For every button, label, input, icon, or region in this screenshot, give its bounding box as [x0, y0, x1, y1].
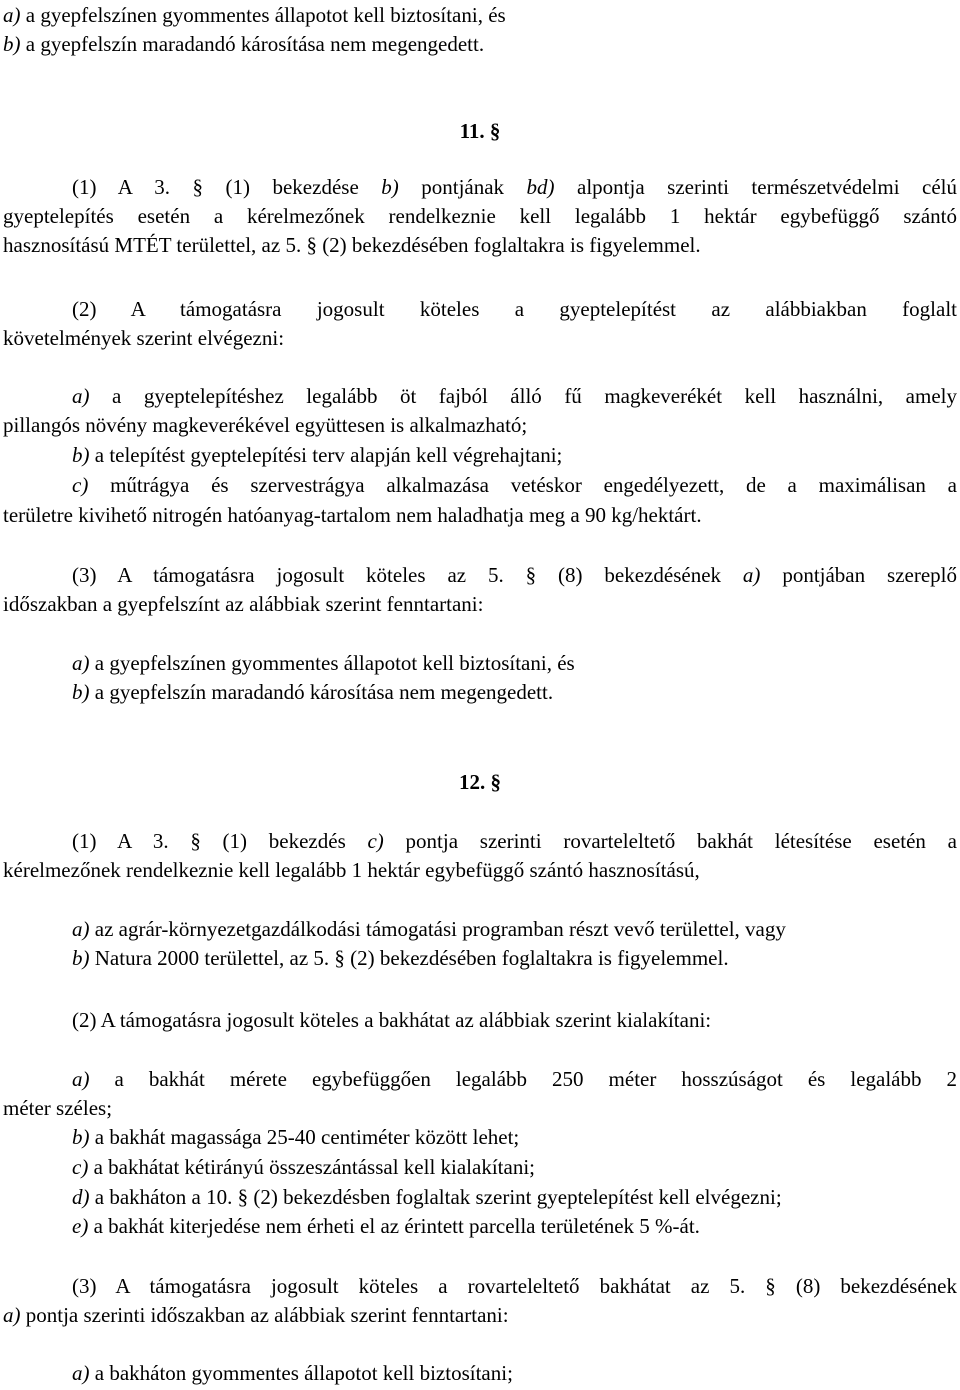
item-marker: b): [3, 32, 21, 56]
item-marker: b): [72, 946, 90, 970]
s12-list2-d: d) a bakháton a 10. § (2) bekezdésben foglaltak szerint gyeptelepítést kell elvégezni;: [72, 1185, 782, 1209]
item-marker: c): [72, 473, 89, 497]
s11-p3-line1: (3) A támogatásra jogosult köteles az 5. § (8) bekezdésének a) pontjában szereplő: [72, 563, 957, 587]
item-text: a gyepfelszín maradandó károsítása nem megengedett.: [20, 32, 485, 56]
s11-list-c-line1: c) műtrágya és szervestrágya alkalmazása vetéskor engedélyezett, de a maximálisan a: [72, 473, 957, 497]
s12-list1-b: b) Natura 2000 területtel, az 5. § (2) bekezdésében foglaltakra is figyelemmel.: [72, 946, 729, 970]
s11-p3-line2: időszakban a gyepfelszínt az alábbiak szerint fenntartani:: [3, 592, 484, 616]
s11-list-b: b) a telepítést gyeptelepítési terv alapján kell végrehajtani;: [72, 443, 563, 467]
item-marker: a): [72, 1067, 90, 1091]
s11-list-a-line1: a) a gyeptelepítéshez legalább öt fajból álló fű magkeverékét kell használni, amely: [72, 384, 957, 408]
s12-list2-a-line1: a) a bakhát mérete egybefüggően legalább 250 méter hosszúságot és legalább 2: [72, 1067, 957, 1091]
s12-list2-c: c) a bakhátat kétirányú összeszántással kell kialakítani;: [72, 1155, 535, 1179]
item-marker: a): [72, 1361, 90, 1385]
item-marker: a): [72, 917, 90, 941]
s11-list-a-line2: pillangós növény magkeverékével együttesen is alkalmazható;: [3, 413, 528, 437]
s12-p1-line2: kérelmezőnek rendelkeznie kell legalább 1 hektár egybefüggő szántó hasznosítású,: [3, 858, 700, 882]
s12-p3-line1: (3) A támogatásra jogosult köteles a rovarteleltető bakhátat az 5. § (8) bekezdésének: [72, 1274, 957, 1298]
item-marker: a): [72, 384, 90, 408]
s11-list2-a: a) a gyepfelszínen gyommentes állapotot kell biztosítani, és: [72, 651, 575, 675]
s11-p2-line2: követelmények szerint elvégezni:: [3, 326, 285, 350]
s12-p1-line1: (1) A 3. § (1) bekezdés c) pontja szerinti rovarteleltető bakhát létesítése esetén a: [72, 829, 957, 853]
item-text: a gyepfelszínen gyommentes állapotot kell biztosítani, és: [20, 3, 506, 27]
s12-list2-e: e) a bakhát kiterjedése nem érheti el az érintett parcella területének 5 %-át.: [72, 1214, 700, 1238]
s11-p1-line2: gyeptelepítés esetén a kérelmezőnek rendelkeznie kell legalább 1 hektár egybefüggő szántó: [3, 204, 957, 228]
s11-list2-b: b) a gyepfelszín maradandó károsítása nem megengedett.: [72, 680, 554, 704]
intro-item-b: [3, 29, 957, 59]
item-marker: b): [72, 680, 90, 704]
s12-list3-a: a) a bakháton gyommentes állapotot kell biztosítani;: [72, 1361, 513, 1385]
item-marker: b): [72, 1125, 90, 1149]
s12-list1-a: a) az agrár-környezetgazdálkodási támogatási programban részt vevő területtel, vagy: [72, 917, 786, 941]
section-12-heading: 12. §: [459, 770, 501, 794]
s12-p2-line1: (2) A támogatásra jogosult köteles a bakhátat az alábbiak szerint kialakítani:: [72, 1008, 712, 1032]
s11-p1-line1: (1) A 3. § (1) bekezdése b) pontjának bd) alpontja szerinti természetvédelmi célú: [72, 175, 957, 199]
section-11-heading: 11. §: [459, 119, 501, 143]
s11-p2-line1: (2) A támogatásra jogosult köteles a gyeptelepítést az alábbiakban foglalt: [72, 297, 957, 321]
item-marker: d): [72, 1185, 90, 1209]
item-marker: a): [72, 651, 90, 675]
s12-list2-b: b) a bakhát magassága 25-40 centiméter között lehet;: [72, 1125, 520, 1149]
item-marker: e): [72, 1214, 89, 1238]
item-marker: a): [3, 3, 21, 27]
intro-item-a: [3, 0, 957, 30]
s11-p1-line3: hasznosítású MTÉT területtel, az 5. § (2) bekezdésében foglaltakra is figyelemmel.: [3, 233, 701, 257]
item-marker: c): [72, 1155, 89, 1179]
s12-list2-a-line2: méter széles;: [3, 1096, 113, 1120]
s11-list-c-line2: területre kivihető nitrogén hatóanyag-tartalom nem haladhatja meg a 90 kg/hektárt.: [3, 503, 702, 527]
item-marker: b): [72, 443, 90, 467]
s12-p3-line2: a) pontja szerinti időszakban az alábbiak szerint fenntartani:: [3, 1303, 509, 1327]
